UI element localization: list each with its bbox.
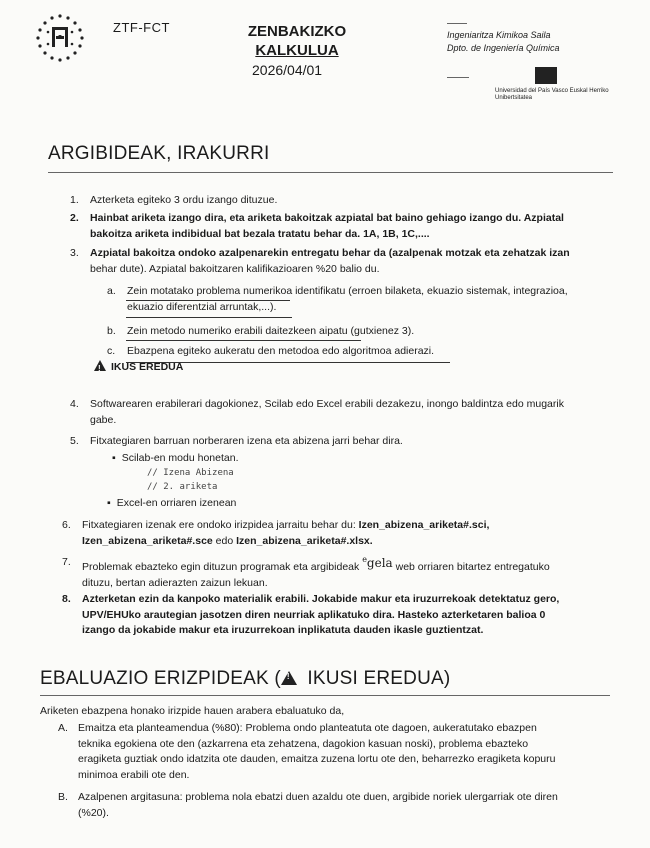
item-line (82, 534, 627, 550)
item-line (82, 518, 627, 534)
evaluation-intro: Ariketen ebazpena honako irizpide hauen arabera ebaluatuko da, (40, 705, 345, 717)
heading-text: EBALUAZIO ERIZPIDEAK ( (40, 668, 281, 689)
egela-logo: $^e$gela (362, 555, 393, 570)
item-number: 4. (70, 398, 79, 410)
item-line (82, 555, 627, 576)
dept-line-1: Ingeniaritza Kimikoa Saila (447, 30, 551, 40)
item-text (82, 555, 627, 591)
bullet-icon: ▪ (107, 497, 111, 509)
criterion-line: Azalpenen argitasuna: problema nola ebatzi duen azaldu ote duen, argibide noriek ulergarriak ote diren (78, 791, 558, 803)
item-text (82, 592, 627, 639)
bullet-item (107, 496, 236, 512)
sub-item-line: ekuazio diferentzial arruntak,...). (127, 300, 277, 313)
title-line-2: KALKULUA (255, 42, 339, 59)
section-rule (48, 172, 613, 173)
heading-text: IKUSI EREDUA) (301, 668, 451, 689)
department-name (447, 29, 560, 55)
faculty-logo (30, 10, 90, 65)
item-text: Azterketa egiteko 3 ordu izango dituzue. (90, 194, 278, 206)
sub-item-letter: a. (107, 285, 116, 297)
filename-pattern: Izen_abizena_ariketa#.sci, (358, 519, 490, 531)
item-line-text: web orriaren bitartez entregatuko (392, 561, 550, 573)
sub-item-letter: b. (107, 325, 116, 337)
university-logo (535, 67, 557, 84)
underline-mark (126, 340, 361, 341)
item-number: 3. (70, 247, 79, 259)
item-text: Fitxategiaren barruan norberaren izena eta abizena jarri behar dira. (90, 435, 403, 447)
item-number: 8. (62, 593, 71, 605)
item-line: Softwarearen erabilerari dagokionez, Scilab edo Excel erabili dezakezu, inongo baldintza edo mugarik (90, 398, 564, 410)
item-text (82, 518, 627, 549)
item-line-text: Fitxategiaren izenak ere ondoko irizpidea jarraitu behar du: (82, 519, 356, 531)
item-line: UPV/EHUko arautegian jasotzen diren neurriak aplikatuko dira. Hasteko azterketaren balioa 0 (82, 608, 546, 621)
item-line: izango da jokabide makur eta iruzurrekoan inplikatuta dauden ikasle guztientzat. (82, 624, 484, 636)
criterion-line: teknika egokiena ote den (azkarrena eta zehatzena, dagokion kasuan noski), problema ebazteko (78, 737, 529, 750)
item-number: 6. (62, 519, 71, 531)
criterion-text (78, 721, 626, 783)
filename-pattern: Izen_abizena_ariketa#.xlsx. (236, 534, 373, 547)
underline-mark (126, 317, 292, 318)
faculty-code: ZTF-FCT (113, 20, 170, 35)
header-rule (447, 23, 467, 24)
criterion-line: (%20). (78, 806, 109, 819)
header-rule (447, 77, 469, 78)
document-title (227, 22, 367, 60)
dept-line-2: Dpto. de Ingeniería Química (447, 43, 560, 53)
item-line: Azpiatal bakoitza ondoko azalpenarekin entregatu behar da (azalpenak motzak eta zehatzak izan (90, 247, 570, 259)
see-example-label: IKUS EREDUA (111, 361, 184, 373)
filename-pattern: Izen_abizena_ariketa#.sce (82, 534, 213, 547)
criterion-letter: B. (58, 791, 68, 803)
item-line: gabe. (90, 413, 117, 426)
item-line-text: edo (212, 534, 237, 547)
code-line: // 2. ariketa (147, 482, 218, 492)
section-rule (40, 695, 610, 696)
criterion-line: Emaitza eta planteamendua (%80): Problema ondo planteatuta ote dagoen, aukeratutako ebazpen (78, 722, 537, 734)
item-number: 7. (62, 556, 71, 568)
bullet-text: Excel-en orriaren izenean (116, 497, 237, 509)
item-number: 2. (70, 212, 79, 224)
underline-mark (126, 300, 290, 301)
bullet-item (112, 451, 238, 467)
item-line-text: Problemak ebazteko egin dituzun programak eta argibideak (82, 561, 360, 573)
criterion-line: minimoa erabili ote den. (78, 768, 190, 781)
bullet-icon: ▪ (112, 452, 116, 464)
item-line: Azterketan ezin da kanpoko materialik erabili. Jokabide makur eta iruzurrekoak detektatuz gero, (82, 593, 560, 605)
sub-item-letter: c. (107, 345, 116, 357)
warning-icon (94, 360, 106, 371)
criterion-line: eragiketa guztiak ondo idatzita ote dauden, emaitza zuzena lortu ote den, beharrezko eragiketa kopuru (78, 753, 556, 765)
sub-item-text: Ebazpena egiteko aukeratu den metodoa edo algoritmoa adierazi. (127, 345, 435, 357)
item-text (90, 246, 630, 277)
code-line: // Izena Abizena (147, 468, 234, 478)
exam-date: 2026/04/01 (252, 62, 323, 78)
section-heading-instructions: ARGIBIDEAK, IRAKURRI (48, 143, 270, 164)
section-heading-evaluation (40, 668, 450, 690)
criterion-letter: A. (58, 722, 68, 734)
item-line: Hainbat ariketa izango dira, eta ariketa bakoitzak azpiatal bat baino gehiago izango du. Azpiatal (90, 212, 564, 224)
bullet-text: Scilab-en modu honetan. (121, 452, 239, 464)
warning-icon (281, 671, 297, 685)
university-name: Universidad del País Vasco Euskal Herriko Unibertsitatea (495, 88, 609, 101)
item-number: 1. (70, 194, 79, 206)
see-example-note (94, 360, 183, 376)
title-line-1: ZENBAKIZKO (247, 23, 347, 40)
item-line: behar dute). Azpiatal bakoitzaren kalifikazioaren %20 balio du. (90, 262, 380, 275)
item-line: bakoitza ariketa indibidual bat bezala tratatu behar da. 1A, 1B, 1C,.... (90, 227, 430, 240)
item-number: 5. (70, 435, 79, 447)
item-line: dituzu, bertan adierazten zaizun lekuan. (82, 576, 268, 589)
criterion-text (78, 790, 626, 821)
item-text (90, 397, 630, 428)
sub-item-line: Zein motatako problema numerikoa identifikatu (erroen bilaketa, ekuazio sistemak, integrazioa, (127, 285, 568, 297)
item-text (90, 211, 630, 242)
egela-logo-text: gela (366, 556, 393, 570)
sub-item-text: Zein metodo numeriko erabili daitezkeen aipatu (gutxienez 3). (127, 325, 415, 337)
